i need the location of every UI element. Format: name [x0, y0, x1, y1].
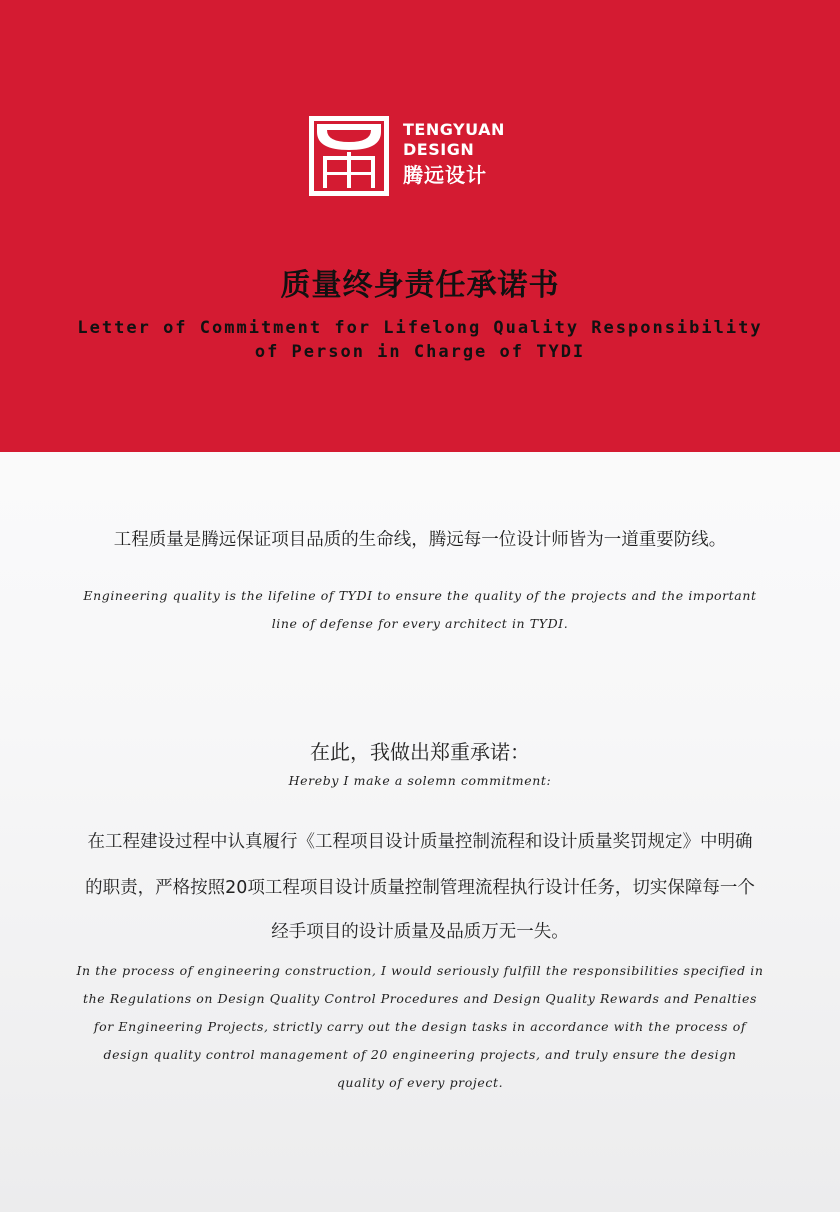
page-title-en-line1: Letter of Commitment for Lifelong Quality Responsibility	[77, 318, 763, 338]
commitment-en-line3: for Engineering Projects, strictly carry out the design tasks in accordance with the process of	[93, 1019, 747, 1034]
page-title-en	[0, 316, 840, 364]
commitment-cn-line1: 在工程建设过程中认真履行《工程项目设计质量控制流程和设计质量奖罚规定》中明确	[87, 832, 753, 852]
commitment-en-line2: the Regulations on Design Quality Control Procedures and Design Quality Rewards and Penalties	[82, 991, 758, 1006]
page-title-cn: 质量终身责任承诺书	[280, 268, 560, 303]
brand-wordmark	[403, 120, 505, 188]
commitment-cn-line2: 的职责，严格按照20项工程项目设计质量控制管理流程执行设计任务，切实保障每一个	[85, 878, 755, 898]
brand-name-cn: 腾远设计	[403, 163, 487, 187]
commitment-en-line1: In the process of engineering construction, I would seriously fulfill the responsibilities specified in	[76, 963, 764, 978]
tengyuan-logo	[309, 116, 389, 196]
page-title-en-line2: of Person in Charge of TYDI	[254, 342, 586, 362]
commitment-en-line5: quality of every project.	[336, 1075, 504, 1090]
commitment-heading-en: Hereby I make a solemn commitment:	[288, 773, 552, 788]
brand-name-line1: TENGYUAN	[403, 120, 505, 139]
commitment-heading-cn: 在此，我做出郑重承诺：	[310, 740, 530, 764]
commitment-cn-line3: 经手项目的设计质量及品质万无一失。	[271, 922, 569, 942]
intro-en-line1: Engineering quality is the lifeline of TYDI to ensure the quality of the projects and the important	[83, 588, 757, 603]
intro-en-line2: line of defense for every architect in TYDI.	[271, 616, 569, 631]
commitment-en-line4: design quality control management of 20 engineering projects, and truly ensure the design	[103, 1047, 737, 1062]
header-banner	[0, 0, 840, 452]
intro-cn: 工程质量是腾远保证项目品质的生命线，腾远每一位设计师皆为一道重要防线。	[113, 530, 727, 550]
brand-name-line2: DESIGN	[403, 140, 475, 159]
